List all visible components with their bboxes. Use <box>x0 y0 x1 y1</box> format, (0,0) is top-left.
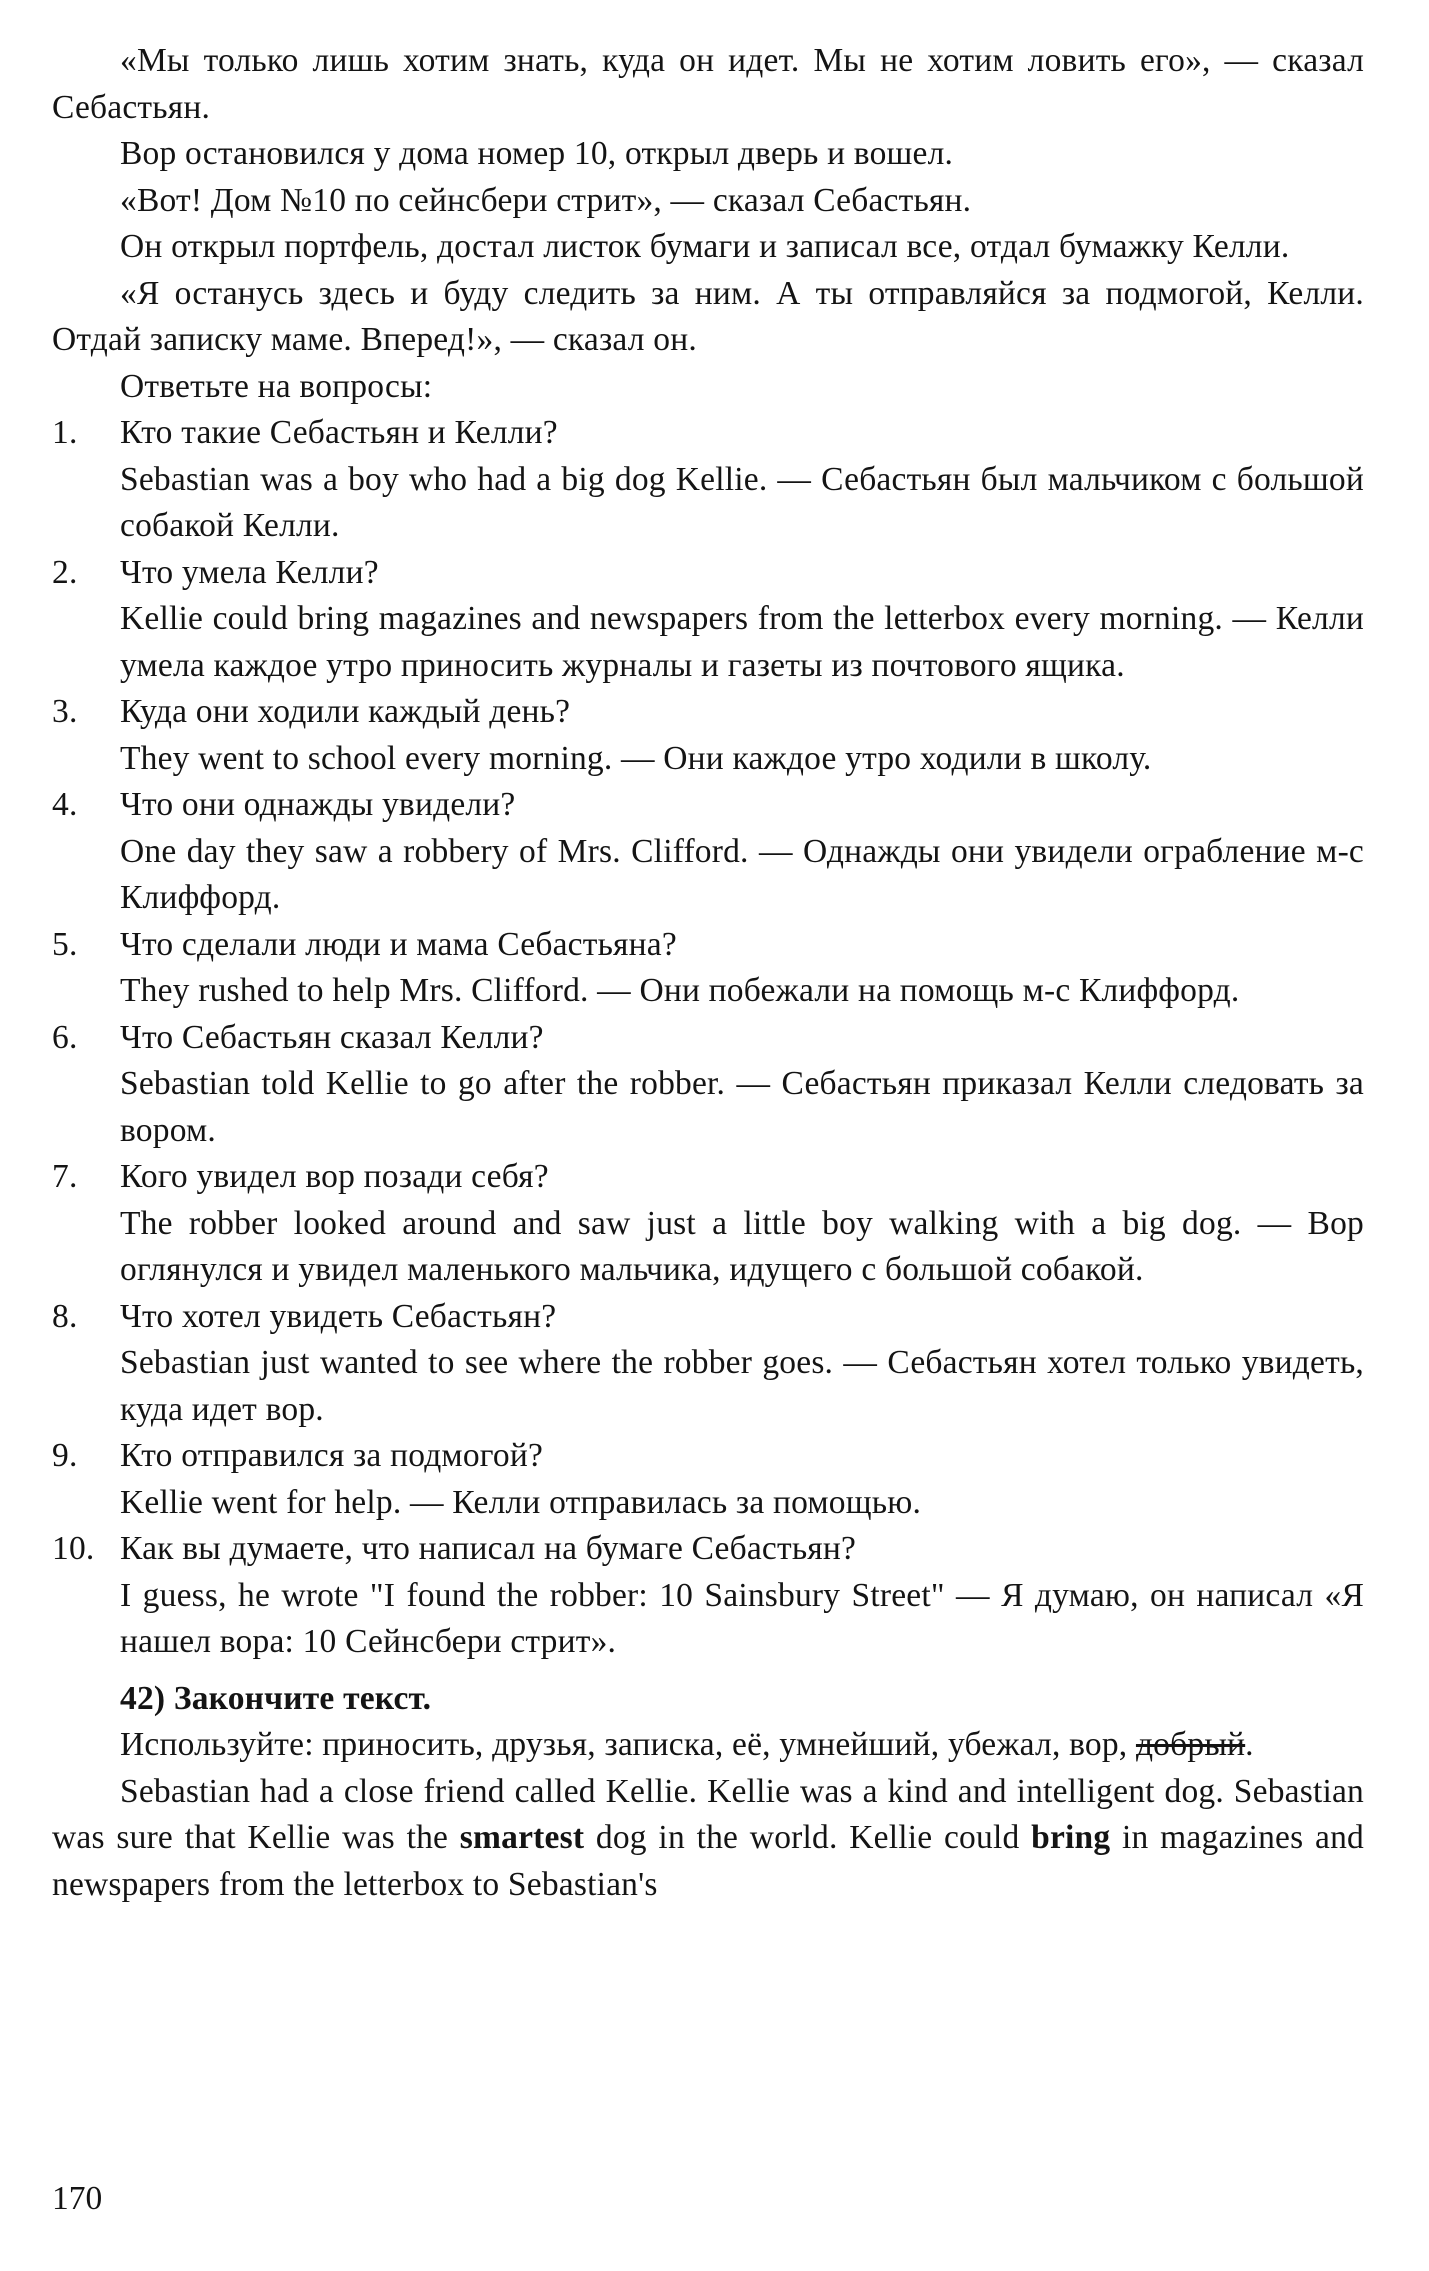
task-42-text <box>52 1769 1364 1909</box>
qa-item <box>52 410 1364 550</box>
qa-number: 2. <box>52 553 78 591</box>
qa-item <box>52 1526 1364 1666</box>
qa-item <box>52 1433 1364 1526</box>
qa-question: Что хотел увидеть Себастьян? <box>120 1297 557 1335</box>
story-paragraph-4: Он открыл портфель, достал листок бумаги и записал все, отдал бумажку Келли. <box>120 228 1290 265</box>
qa-question: Кто такие Себастьян и Келли? <box>120 414 558 451</box>
qa-answer: I guess, he wrote "I found the robber: 10 Sainsbury Street" — Я думаю, он написал «Я нашел вора: 10 Сейнсбери стрит». <box>120 1576 1364 1660</box>
task-42-instruction <box>52 1722 1364 1769</box>
qa-question: Куда они ходили каждый день? <box>120 693 571 730</box>
qa-answer: They went to school every morning. — Они каждое утро ходили в школу. <box>120 739 1152 777</box>
struck-punct: . <box>1245 1726 1254 1763</box>
qa-item <box>52 689 1364 782</box>
qa-item <box>52 1015 1364 1155</box>
qa-number: 9. <box>52 1437 78 1474</box>
instruction-text: Используйте: приносить, друзья, записка, её, умнейший, убежал, вор, <box>120 1726 1128 1763</box>
qa-number: 3. <box>52 693 78 730</box>
story-paragraph-3: «Вот! Дом №10 по сейнсбери стрит», — сказал Себастьян. <box>120 181 972 219</box>
bold-answer-smartest: smartest <box>459 1819 585 1856</box>
qa-answer: The robber looked around and saw just a little boy walking with a big dog. — Вор оглянулся и увидел маленького мальчика, идущего с большой собакой. <box>120 1204 1364 1288</box>
qa-item <box>52 550 1364 690</box>
qa-number: 1. <box>52 414 78 451</box>
qa-item <box>52 782 1364 922</box>
qa-question: Что сделали люди и мама Себастьяна? <box>120 925 677 963</box>
text-part-3: in magazines and newspapers from the letterbox to Sebastian's <box>52 1819 1365 1903</box>
qa-answer: Kellie could bring magazines and newspapers from the letterbox every morning. — Келли умела каждое утро приносить журналы и газеты из почтового ящика. <box>120 600 1364 684</box>
qa-question: Что умела Келли? <box>120 553 379 591</box>
qa-question: Как вы думаете, что написал на бумаге Себастьян? <box>120 1530 857 1567</box>
story-paragraph-5: «Я останусь здесь и буду следить за ним. А ты отправляйся за подмогой, Келли. Отдай записку маме. Вперед!», — сказал он. <box>52 274 1364 358</box>
text-part-2: dog in the world. Kellie could <box>595 1819 1020 1856</box>
page-content <box>52 38 1364 1908</box>
qa-number: 10. <box>52 1530 95 1567</box>
qa-item <box>52 922 1364 1015</box>
questions-heading: Ответьте на вопросы: <box>120 367 433 405</box>
bold-answer-bring: bring <box>1031 1819 1111 1856</box>
story-paragraph-1: «Мы только лишь хотим знать, куда он идет. Мы не хотим ловить его», — сказал Себастьян. <box>52 42 1364 126</box>
struck-word: добрый <box>1135 1726 1246 1763</box>
qa-number: 7. <box>52 1158 78 1195</box>
qa-number: 5. <box>52 925 78 963</box>
text-part-1: Sebastian had a close friend called Kellie. Kellie was a kind and intelligent dog. Sebastian was sure that Kellie was the <box>52 1772 1364 1856</box>
qa-item <box>52 1154 1364 1294</box>
qa-item <box>52 1294 1364 1434</box>
qa-answer: One day they saw a robbery of Mrs. Clifford. — Однажды они увидели ограбление м-с Клиффорд. <box>120 832 1364 916</box>
qa-question: Кто отправился за подмогой? <box>120 1437 544 1474</box>
qa-answer: They rushed to help Mrs. Clifford. — Они побежали на помощь м-с Клиффорд. <box>120 972 1240 1009</box>
qa-number: 8. <box>52 1297 78 1335</box>
qa-question: Что они однажды увидели? <box>120 786 516 823</box>
qa-answer: Sebastian just wanted to see where the robber goes. — Себастьян хотел только увидеть, куда идет вор. <box>120 1344 1364 1428</box>
qa-answer: Sebastian told Kellie to go after the robber. — Себастьян приказал Келли следовать за вором. <box>120 1065 1364 1149</box>
qa-question: Что Себастьян сказал Келли? <box>120 1018 544 1056</box>
qa-number: 6. <box>52 1018 78 1056</box>
qa-number: 4. <box>52 786 78 823</box>
question-list <box>52 410 1364 1666</box>
qa-question: Кого увидел вор позади себя? <box>120 1158 549 1195</box>
qa-answer: Kellie went for help. — Келли отправилась за помощью. <box>120 1483 922 1521</box>
story-paragraph-2: Вор остановился у дома номер 10, открыл дверь и вошел. <box>120 135 954 172</box>
page-number: 170 <box>52 2180 103 2217</box>
task-42-title: 42) Закончите текст. <box>120 1679 432 1717</box>
qa-answer: Sebastian was a boy who had a big dog Kellie. — Себастьян был мальчиком с большой собакой Келли. <box>120 460 1364 544</box>
